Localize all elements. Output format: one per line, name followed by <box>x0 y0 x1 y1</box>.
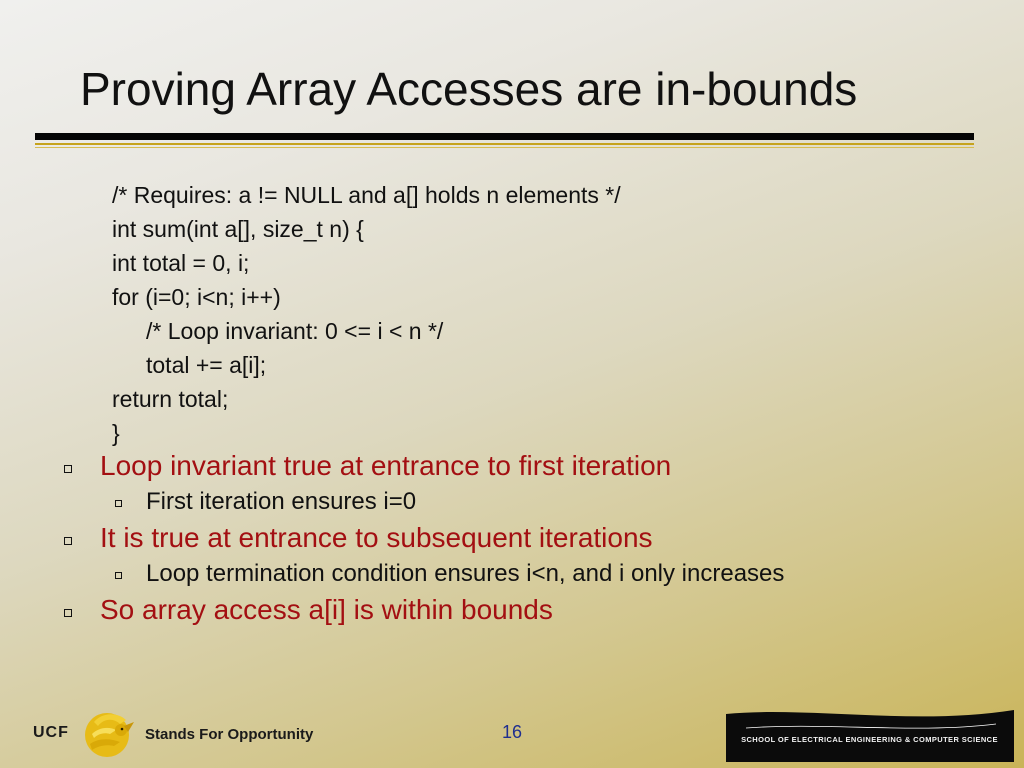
bullet-text: It is true at entrance to subsequent iterations <box>100 522 653 553</box>
code-line: /* Loop invariant: 0 <= i < n */ <box>146 318 444 344</box>
code-line: /* Requires: a != NULL and a[] holds n elements */ <box>112 182 621 208</box>
sub-bullet-text: First iteration ensures i=0 <box>146 488 417 515</box>
title-rule-gold <box>35 143 974 145</box>
code-line: for (i=0; i<n; i++) <box>112 284 281 310</box>
bullet-text: Loop invariant true at entrance to first iteration <box>100 450 672 481</box>
square-bullet-icon <box>64 609 72 617</box>
code-line: int sum(int a[], size_t n) { <box>112 216 364 242</box>
footer-tagline: Stands For Opportunity <box>145 726 314 743</box>
school-banner <box>726 704 1014 762</box>
square-bullet-icon <box>115 500 122 507</box>
title-rule-gold-thin <box>35 147 974 148</box>
page-number: 16 <box>502 722 523 742</box>
square-bullet-icon <box>64 537 72 545</box>
square-bullet-icon <box>64 465 72 473</box>
code-line: return total; <box>112 386 229 412</box>
slide-title: Proving Array Accesses are in-bounds <box>80 63 858 115</box>
code-block <box>112 178 621 450</box>
sub-bullet-text: Loop termination condition ensures i<n, and i only increases <box>146 560 785 587</box>
school-name: SCHOOL OF ELECTRICAL ENGINEERING & COMPUTER SCIENCE <box>741 735 998 744</box>
square-bullet-icon <box>115 572 122 579</box>
code-line: int total = 0, i; <box>112 250 250 276</box>
code-line: total += a[i]; <box>146 352 267 378</box>
bullet-text: So array access a[i] is within bounds <box>100 594 553 625</box>
title-rule <box>35 133 974 140</box>
code-line: } <box>112 420 120 446</box>
ucf-wordmark: UCF <box>33 724 69 741</box>
pegasus-icon <box>80 704 138 762</box>
